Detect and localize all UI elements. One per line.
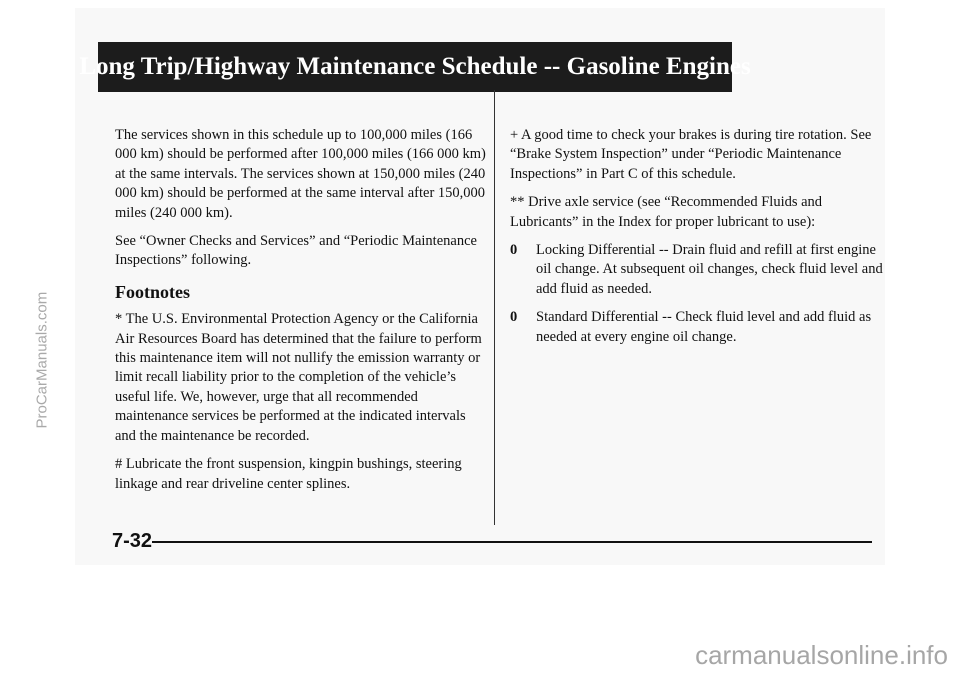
footnote-plus: + A good time to check your brakes is during tire rotation. See “Brake System Inspection” under “Periodic Maintenance Inspections” in Part C of this schedule. [510,127,872,182]
list-item [510,308,885,347]
column-divider [494,90,495,525]
bullet-marker: 0 [510,309,518,326]
see-also-paragraph: See “Owner Checks and Services” and “Periodic Maintenance Inspections” following. [115,233,477,269]
left-column [115,126,487,503]
list-item-text: Standard Differential -- Check fluid level and add fluid as needed at every engine oil change. [536,309,872,345]
footnote-star: * The U.S. Environmental Protection Agency or the California Air Resources Board has determined that the failure to perform this maintenance item will not nullify the emission warranty or limit recall liability prior to the completion of the vehicle’s useful life. We, however, urge that all recommended maintenance services be performed at the indicated intervals and the maintenance be recorded. [115,311,482,444]
intro-paragraph: The services shown in this schedule up to 100,000 miles (166 000 km) should be performed after 100,000 miles (166 000 km) at the same intervals. The services shown at 150,000 miles (240 000 km) should be performed at the same interval after 150,000 miles (240 000 km). [115,127,486,221]
footnote-hash: # Lubricate the front suspension, kingpin bushings, steering linkage and rear driveline center splines. [115,456,462,492]
bullet-marker: 0 [510,242,518,259]
list-item-text: Locking Differential -- Drain fluid and refill at first engine oil change. At subsequent oil changes, check fluid level and add fluid as needed. [536,242,883,297]
right-column [510,126,885,356]
side-watermark: ProCarManuals.com [33,291,51,429]
bottom-watermark: carmanualsonline.info [695,640,948,670]
page-number: 7-32 [112,530,153,552]
footnotes-heading: Footnotes [115,281,190,302]
list-item [510,241,885,299]
page-title: Long Trip/Highway Maintenance Schedule -- Gasoline Engines [98,42,732,92]
drive-axle-list [510,241,885,347]
footnote-double-star: ** Drive axle service (see “Recommended Fluids and Lubricants” in the Index for proper lubricant to use): [510,194,823,230]
footer-rule [152,541,872,543]
